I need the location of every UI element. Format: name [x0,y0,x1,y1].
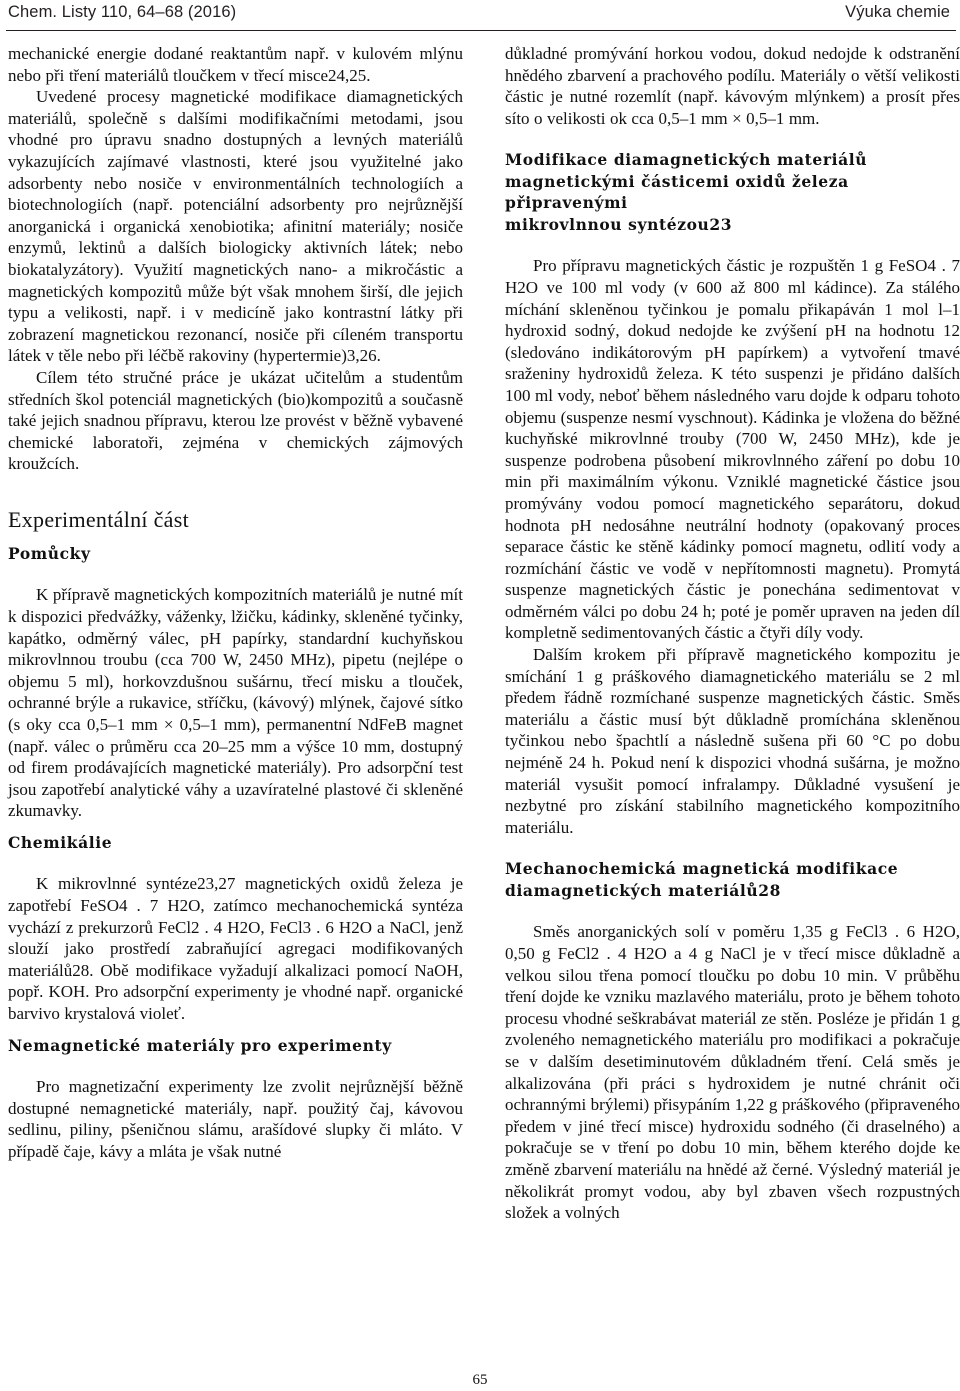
right-paragraph-1: důkladné promývání horkou vodou, dokud nedojde k odstranění hnědého zbarvení a prachového podílu. Materiály o větší velikosti částic je nutné rozemlít (např. kávovým mlýnkem) a prosít přes síto o velikosti ok cca 0,5–1 mm × 0,5–1 mm. [505,44,960,128]
right-column [505,43,960,1224]
page-header [0,0,960,30]
right-paragraph-4: Směs anorganických solí v poměru 1,35 g FeCl3 . 6 H2O, 0,50 g FeCl2 . 4 H2O a 4 g NaCl je v třecí misce důkladně a velkou silou třena pomocí tloučku po dobu 10 min. V průběhu tření dojde ke vzniku mazlavého materiálu, proto je během tohoto procesu vhodné seškrabávat materiál ze stěn. Posléze je přidán 1 g zvoleného nemagnetického materiálu pro modifikaci a pokračuje se v dalším desetiminutovém důkladném tření. Celá směs je alkalizována (při práci s hydroxidem je nutné chránit oči ochrannými brýlemi) přisypáním 1,22 g práškového (připraveného předem v jiné třecí misce) hydroxidu sodného (či draselného) a pokračuje se v tření po dobu 10 min, během kterého dojde ke změně zbarvení materiálu na hnědé až černé. Výsledný materiál je několikrát promyt vodou, aby byl zbaven všech rozpustných složek a volných [505,922,960,1223]
left-column [8,43,463,1162]
subsection-microwave-modification: Modifikace diamagnetických materiálů magnetickými částicemi oxidů železa připravenými mikrovlnnou syntézou23 [505,150,868,234]
left-paragraph-2: Uvedené procesy magnetické modifikace diamagnetických materiálů, společně s dalšími modifikačními metodami, jsou vhodné pro úpravu snadno dostupných a levných materiálů vykazujících zajímavé vlastnosti, které jsou využitelné jako adsorbenty nebo nosiče v environmentálních technologiích a biotechnologiích (např. potenciální adsorbenty pro nejrůznější anorganická i organická xenobiotika; afinitní materiály; nosiče enzymů, lektinů a dalších biologicky aktivních látek; nebo biokatalyzátory). Využití magnetických nano- a mikročástic a magnetických kompozitů může být však mnohem širší, dle jejich typu a velikosti, např. i v medicíně jako kontrastní látky při zobrazení magnetickou rezonancí, nosiče při cíleném transportu látek v těle nebo při léčbě rakoviny (hypertermie)3,26. [8,87,463,366]
subsection-nonmagnetic-materials: Nemagnetické materiály pro experimenty [8,1035,392,1055]
left-paragraph-1: mechanické energie dodané reaktantům např. v kulovém mlýnu nebo při tření materiálů tloučkem v třecí misce24,25. [8,44,463,85]
section-name: Výuka chemie [845,3,950,21]
right-paragraph-3: Dalším krokem při přípravě magnetického kompozitu je smíchání 1 g práškového diamagnetického materiálu se 2 ml předem řádně rozmíchané suspenze magnetických částic. Směs materiálu a částic musí být důkladně promíchána skleněnou tyčinkou nebo špachtlí a následně sušena při 60 °C po dobu nejméně 24 h. Pokud není k dispozici vhodná sušárna, je možno materiál vysušit pomocí infralampy. Důkladné vysušení je nezbytné pro získání stabilního magnetického kompozitního materiálu. [505,645,960,837]
section-title-experimental: Experimentální část [8,506,190,532]
left-paragraph-5: K mikrovlnné syntéze23,27 magnetických oxidů železa je zapotřebí FeSO4 . 7 H2O, zatímco mechanochemická syntéza vychází z prekurzorů FeCl2 . 4 H2O, FeCl3 . 6 H2O a NaCl, jenž slouží jako prostředí zabraňující agregaci modifikovaných materiálů28. Obě modifikace vyžadují alkalizaci pomocí NaOH, popř. KOH. Pro adsorpční experimenty je vhodné např. organické barvivo krystalová violeť. [8,874,463,1023]
subsection-chemikalie: Chemikálie [8,832,113,852]
right-paragraph-2: Pro přípravu magnetických částic je rozpuštěn 1 g FeSO4 . 7 H2O ve 100 ml vody (v 600 až 800 ml kádince). Za stálého míchání skleněnou tyčinkou je pomalu přikapáván 1 mol l–1 hydroxid sodný, dokud nedojde ke zvýšení pH na hodnotu 12 (sledováno indikátorovým pH papírkem) a vytvoření tmavé sraženiny hydroxidů železa. K této suspenzi je přidáno dalších 100 ml vody, neboť během následného varu dojde k odparu tohoto objemu (suspenze nesmí vyschnout). Kádinka je vložena do běžné kuchyňské mikrovlnné trouby (700 W, 2450 MHz), kde je suspenze podrobena působení mikrovlnného záření po dobu 10 min při maximálním výkonu. Vzniklé magnetické částice jsou promývány vodou pomocí magnetického separátoru, dokud hodnota pH nedosáhne neutrální hodnoty (opakovaný proces separace částic ke stěně kádinky pomocí magnetu, odlití vody a rozmíchání částic ve vodě v nepřítomnosti magnetu). Promytá suspenze magnetických částic je ponechána sedimentovat v odměrném válci po dobu 24 h; poté je poměr upraven na jeden díl kompletně sedimentovaných částic a čtyři díly vody. [505,256,960,643]
left-paragraph-3: Cílem této stručné práce je ukázat učitelům a studentům středních škol potenciál magnetických (bio)kompozitů a současně také jejich snadnou přípravu, kterou lze provést v běžně vybavené chemické laboratoři, zejména v chemických zájmových kroužcích. [8,367,463,474]
left-paragraph-4: K přípravě magnetických kompozitních materiálů je nutné mít k dispozici předvážky, váženky, lžičku, kádinky, skleněné tyčinky, kapátko, odměrný válec, pH papírky, standardní kuchyňskou mikrovlnnou troubu (cca 700 W, 2450 MHz), pipetu (nejlépe o objemu 5 ml), horkovzdušnou sušárnu, třecí misku a tlouček, ochranné brýle a rukavice, stříčku, (kávový) mlýnek, čajové sítko (s oky cca 0,5–1 mm × 0,5–1 mm), permanentní NdFeB magnet (např. válec o průměru cca 20–25 mm a výšce 10 mm, dostupný od firem prodávajících magnetické materiály). Pro adsorpční test jsou zapotřebí analytické váhy a uzavíratelné plastové či skleněné zkumavky. [8,585,463,821]
subsection-mechanochemical-modification: Mechanochemická magnetická modifikace diamagnetických materiálů28 [505,859,899,900]
journal-citation: Chem. Listy 110, 64–68 (2016) [8,3,237,21]
left-paragraph-6: Pro magnetizační experimenty lze zvolit nejrůznější běžně dostupné nemagnetické materiály, např. použitý čaj, kávovou sedlinu, piliny, pšeničnou slámu, arašídové slupky či mláto. V případě čaje, kávy a mláta je však nutné [8,1077,463,1161]
page-number: 65 [472,1372,488,1388]
subsection-pomucky: Pomůcky [8,543,91,563]
header-divider [6,30,956,31]
